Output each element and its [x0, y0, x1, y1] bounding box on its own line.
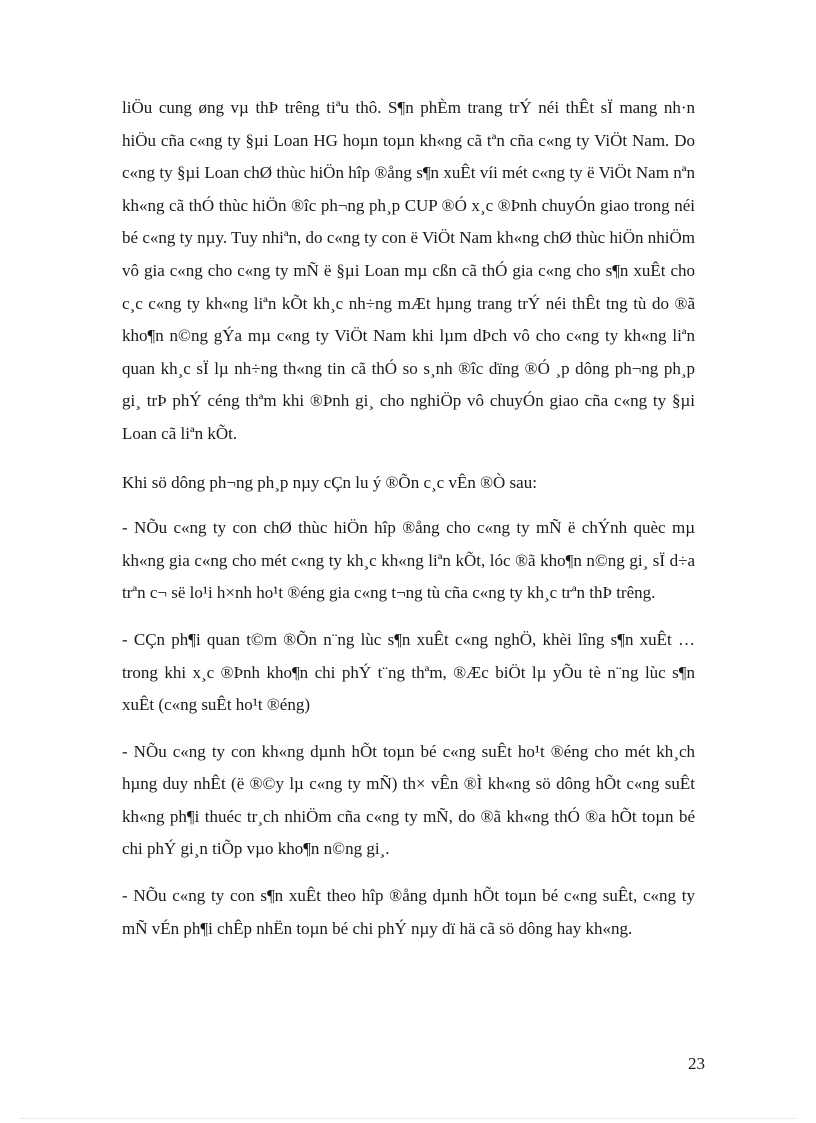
paragraph-note-4: - NÕu c«ng ty con s¶n xuÊt theo hîp ®ång dµnh hÕt toµn bé c«ng suÊt, c«ng ty mÑ vÉn ph¶i chÊp nhËn toµn bé chi phÝ nµy dï hä cã sö dông hay kh«ng.	[122, 886, 695, 938]
page-number: 23	[688, 1054, 705, 1073]
paragraph-notes-intro: Khi sö dông ph¬ng ph¸p nµy cÇn lu ý ®Õn c¸c vÊn ®Ò sau:	[122, 472, 537, 492]
paragraph-note-3: - NÕu c«ng ty con kh«ng dµnh hÕt toµn bé c«ng suÊt ho¹t ®éng cho mét kh¸ch hµng duy nhÊt (ë ®©y lµ c«ng ty mÑ) th× vÊn ®Ì kh«ng sö dông hÕt c«ng suÊt kh«ng ph¶i thuéc tr¸ch nhiÖm cña c«ng ty mÑ, do ®ã kh«ng thÓ ®a hÕt toµn bé chi phÝ gi¸n tiÕp vµo kho¶n n©ng gi¸.	[122, 741, 695, 859]
paragraph-note-1: - NÕu c«ng ty con chØ thùc hiÖn hîp ®ång cho c«ng ty mÑ ë chÝnh quèc mµ kh«ng gia c«ng cho mét c«ng ty kh¸c kh«ng liªn kÕt, lóc ®ã kho¶n n©ng gi¸ sÏ d÷a trªn c¬ së lo¹i h×nh ho¹t ®éng gia c«ng t¬ng tù cña c«ng ty kh¸c trªn thÞ trêng.	[122, 518, 695, 603]
page-bottom-divider	[20, 1118, 796, 1119]
paragraph-cup-method: liÖu cung øng vµ thÞ trêng tiªu thô. S¶n phÈm trang trÝ néi thÊt sÏ mang nh·n hiÖu cña c«ng ty §µi Loan HG hoµn toµn kh«ng cã tªn cña c«ng ty ViÖt Nam. Do c«ng ty §µi Loan chØ thùc hiÖn hîp ®ång s¶n xuÊt víi mét c«ng ty ë ViÖt Nam nªn kh«ng cã thÓ thùc hiÖn ®îc ph¬ng ph¸p CUP ®Ó x¸c ®Þnh chuyÓn giao trong néi bé c«ng ty nµy. Tuy nhiªn, do c«ng ty con ë ViÖt Nam kh«ng chØ thùc hiÖn nhiÖm vô gia c«ng cho c«ng ty mÑ ë §µi Loan mµ cßn cã thÓ gia c«ng cho s¶n xuÊt cho c¸c c«ng ty kh«ng liªn kÕt kh¸c nh÷ng mÆt hµng trang trÝ néi thÊt tng tù do ®ã kho¶n n©ng gÝa mµ c«ng ty ViÖt Nam khi lµm dÞch vô cho c«ng ty kh«ng liªn quan kh¸c sÏ lµ nh÷ng th«ng tin cã thÓ so s¸nh ®îc dïng ®Ó ¸p dông ph¬ng ph¸p gi¸ trÞ phÝ céng thªm khi ®Þnh gi¸ cho nghiÖp vô chuyÓn giao cña c«ng ty §µi Loan cã liªn kÕt.	[122, 98, 695, 443]
page-body	[122, 92, 695, 959]
paragraph-note-2: - CÇn ph¶i quan t©m ®Õn n¨ng lùc s¶n xuÊt c«ng nghÖ, khèi lîng s¶n xuÊt … trong khi x¸c ®Þnh kho¶n chi phÝ t¨ng thªm, ®Æc biÖt lµ yÕu tè n¨ng lùc s¶n xuÊt (c«ng suÊt ho¹t ®éng)	[122, 629, 695, 715]
